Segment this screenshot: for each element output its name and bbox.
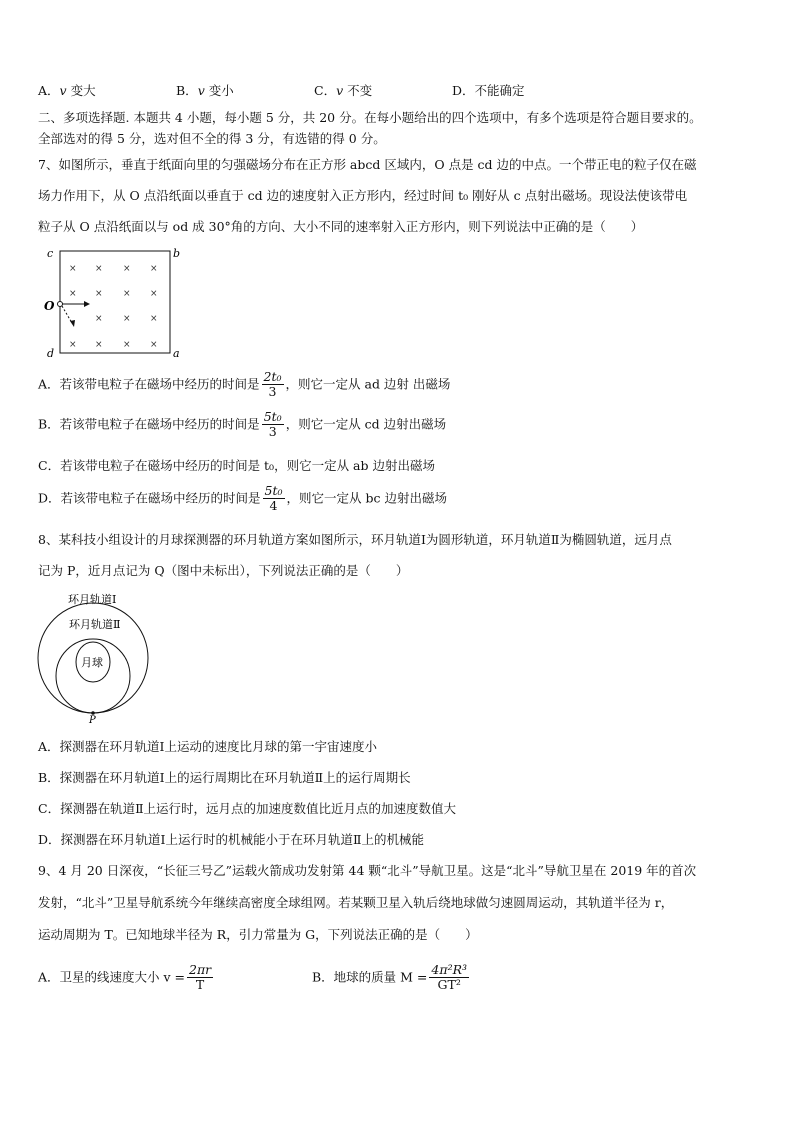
field-marks: [69, 264, 158, 350]
svg-text:×: ×: [123, 340, 131, 350]
moon-label: 月球: [81, 656, 103, 669]
orbit2-label: 环月轨道Ⅱ: [69, 618, 121, 631]
q6-option-b: B．v 变小: [176, 83, 234, 98]
angled-arrow: [62, 306, 72, 323]
q7-option-c: C．若该带电粒子在磁场中经历的时间是 t₀，则它一定从 ab 边射出磁场: [38, 458, 435, 473]
svg-text:×: ×: [69, 264, 77, 274]
q7-stem-line3: 粒子从 O 点沿纸面以与 od 成 30°角的方向、大小不同的速率射入正方形内，则下列说法中正确的是（ ）: [38, 219, 644, 234]
label-b: b: [173, 247, 181, 260]
q7-option-a: A．若该带电粒子在磁场中经历的时间是 $\frac{\text{2t₀}}{3}$ ，则它一定从 ad 边射 出磁场: [38, 369, 451, 400]
svg-text:×: ×: [123, 264, 131, 274]
label-c: c: [47, 247, 54, 260]
svg-text:×: ×: [150, 340, 158, 350]
label-o: O: [44, 299, 55, 313]
svg-text:×: ×: [123, 289, 131, 299]
q8-stem-line2: 记为 P，近月点记为 Q（图中未标出），下列说法正确的是（ ）: [38, 563, 409, 578]
q8-option-a: A．探测器在环月轨道Ⅰ上运动的速度比月球的第一宇宙速度小: [38, 739, 377, 754]
svg-text:×: ×: [69, 289, 77, 299]
p-label: P: [89, 715, 96, 725]
svg-text:×: ×: [150, 314, 158, 324]
q6-option-c: C．v 不变: [314, 83, 373, 98]
label-d: d: [47, 347, 55, 360]
svg-text:×: ×: [95, 314, 103, 324]
label-a: a: [173, 347, 180, 360]
q9-option-b: B．地球的质量 M = $\frac{\text{4π²R³}}{\text{GT²}}$: [312, 962, 468, 993]
svg-text:×: ×: [95, 289, 103, 299]
q8-stem-line1: 8、某科技小组设计的月球探测器的环月轨道方案如图所示，环月轨道Ⅰ为圆形轨道，环月轨道Ⅱ为椭圆轨道，远月点: [38, 532, 672, 547]
svg-text:×: ×: [95, 340, 103, 350]
q9-stem-line1: 9、4 月 20 日深夜，“长征三号乙”运载火箭成功发射第 44 颗“北斗”导航卫星。这是“北斗”导航卫星在 2019 年的首次: [38, 863, 697, 878]
section2-line1: 二、多项选择题. 本题共 4 小题，每小题 5 分，共 20 分。在每小题给出的四个选项中，有多个选项是符合题目要求的。: [38, 110, 702, 125]
q8-figure: [36, 590, 156, 725]
section2-line2: 全部选对的得 5 分，选对但不全的得 3 分，有选错的得 0 分。: [38, 131, 386, 146]
q8-option-d: D．探测器在环月轨道Ⅰ上运行时的机械能小于在环月轨道Ⅱ上的机械能: [38, 832, 424, 847]
q8-option-b: B．探测器在环月轨道Ⅰ上的运行周期比在环月轨道Ⅱ上的运行周期长: [38, 770, 411, 785]
svg-text:×: ×: [95, 264, 103, 274]
q6-option-d: D．不能确定: [452, 83, 525, 98]
svg-text:×: ×: [69, 340, 77, 350]
q9-option-a: A．卫星的线速度大小 v = $\frac{2\pi r}{T}$: [38, 962, 212, 993]
q7-option-d: D．若该带电粒子在磁场中经历的时间是 $\frac{\text{5t₀}}{4}$ ，则它一定从 bc 边射出磁场: [38, 483, 447, 514]
svg-text:×: ×: [150, 289, 158, 299]
svg-text:×: ×: [150, 264, 158, 274]
q6-option-a: A．v 变大: [38, 83, 96, 98]
q8-option-c: C．探测器在轨道Ⅱ上运行时，远月点的加速度数值比近月点的加速度数值大: [38, 801, 457, 816]
q7-stem-line1: 7、如图所示，垂直于纸面向里的匀强磁场分布在正方形 abcd 区域内，O 点是 cd 边的中点。一个带正电的粒子仅在磁: [38, 157, 697, 172]
q7-stem-line2: 场力作用下，从 O 点沿纸面以垂直于 cd 边的速度射入正方形内，经过时间 t₀ 刚好从 c 点射出磁场。现设法使该带电: [38, 188, 688, 203]
orbit2-ellipse: [56, 639, 130, 713]
svg-text:×: ×: [123, 314, 131, 324]
q7-option-b: B．若该带电粒子在磁场中经历的时间是 $\frac{\text{5t₀}}{3}$ ，则它一定从 cd 边射出磁场: [38, 409, 447, 440]
q9-stem-line2: 发射，“北斗”卫星导航系统今年继续高密度全球组网。若某颗卫星入轨后绕地球做匀速圆周运动，其轨道半径为 r，: [38, 895, 674, 910]
q7-figure: [40, 243, 190, 361]
point-o: [58, 302, 63, 307]
q9-stem-line3: 运动周期为 T。已知地球半径为 R，引力常量为 G，下列说法正确的是（ ）: [38, 927, 478, 942]
orbit1-label: 环月轨道Ⅰ: [68, 593, 117, 606]
